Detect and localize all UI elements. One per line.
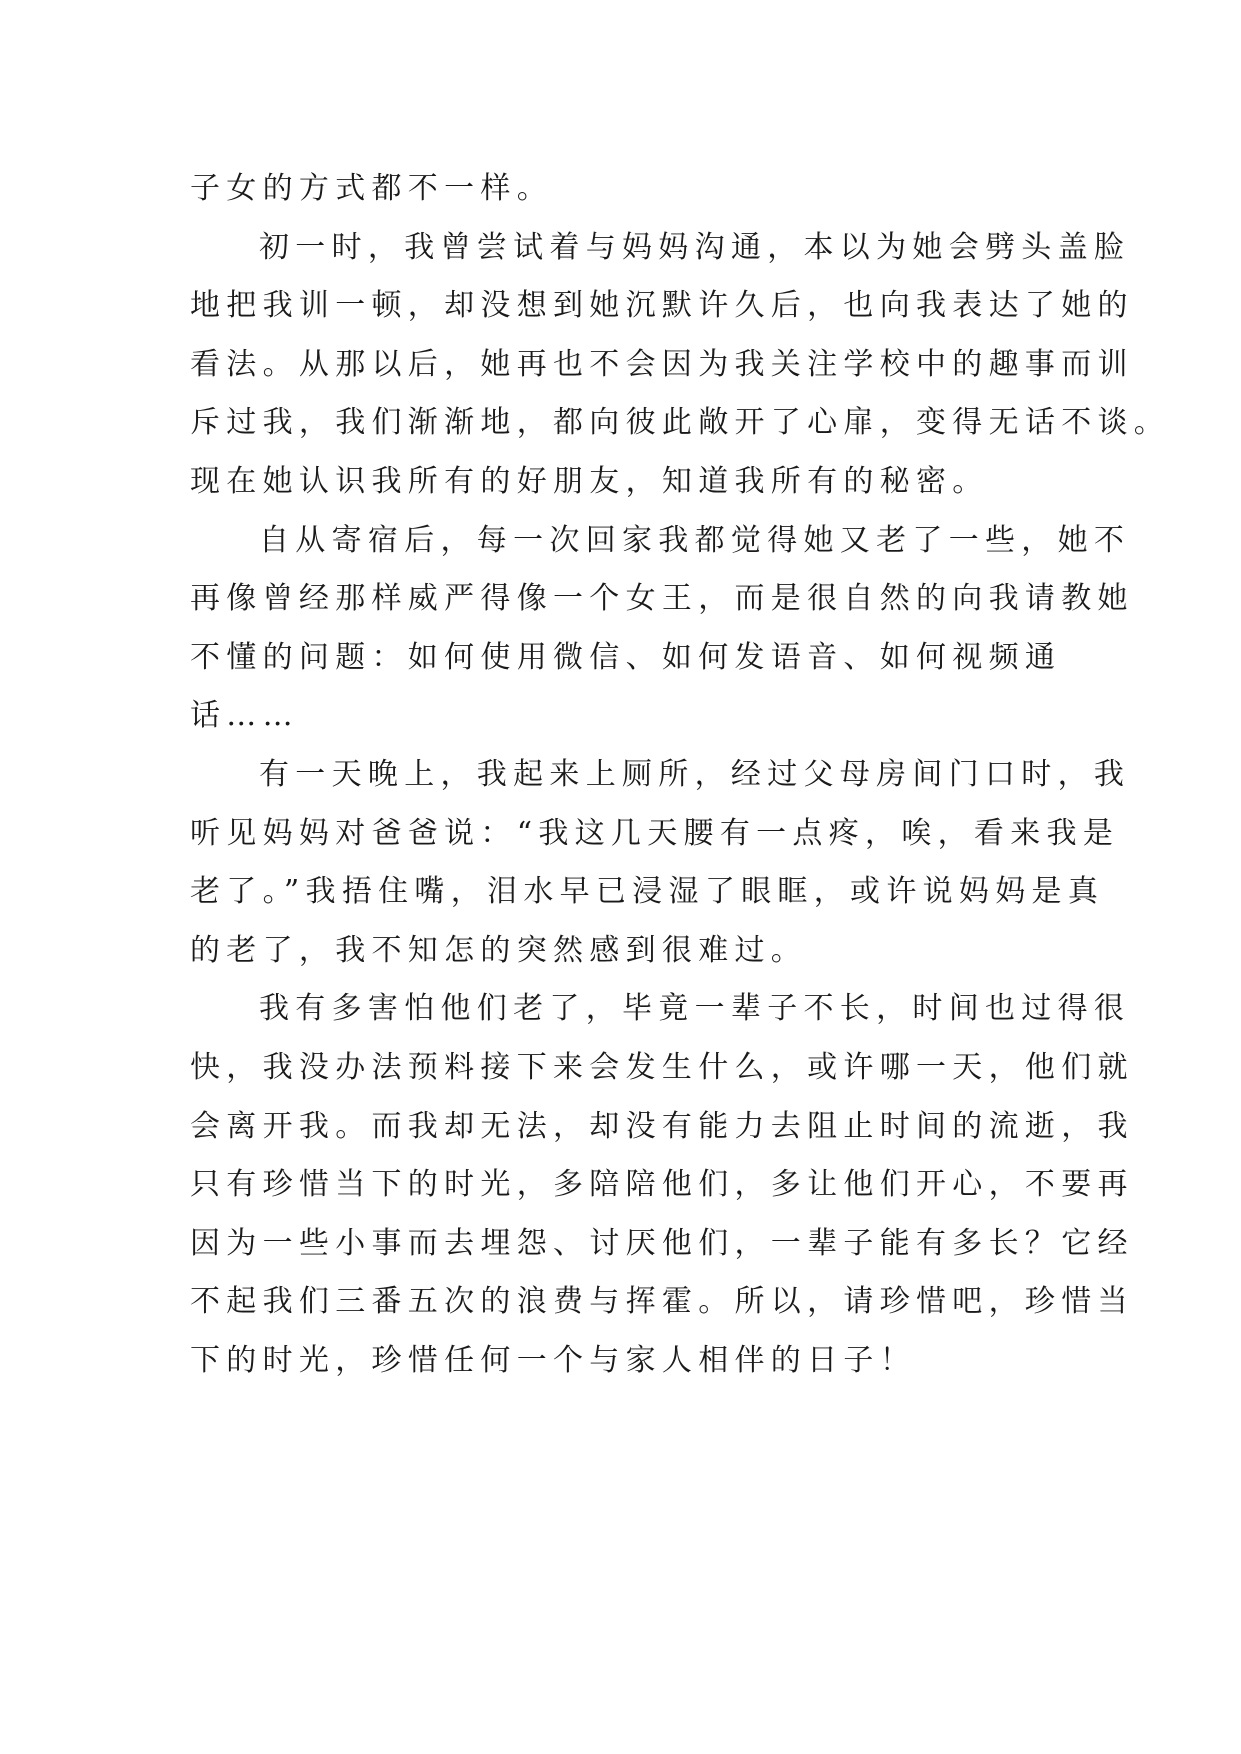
text-line: 不懂的问题：如何使用微信、如何发语音、如何视频通 bbox=[190, 639, 1062, 675]
text-line: 快，我没办法预料接下来会发生什么，或许哪一天，他们就 bbox=[190, 1049, 1134, 1085]
text-line: 初一时，我曾尝试着与妈妈沟通，本以为她会劈头盖脸 bbox=[259, 229, 1131, 265]
text-line: 听见妈妈对爸爸说：“我这几天腰有一点疼，唉，看来我是 bbox=[190, 815, 1120, 851]
text-line: 看法。从那以后，她再也不会因为我关注学校中的趣事而训 bbox=[190, 346, 1134, 382]
text-line: 下的时光，珍惜任何一个与家人相伴的日子！ bbox=[190, 1342, 916, 1378]
text-line: 有一天晚上，我起来上厕所，经过父母房间门口时，我 bbox=[259, 756, 1131, 792]
text-line: 不起我们三番五次的浪费与挥霍。所以，请珍惜吧，珍惜当 bbox=[190, 1284, 1134, 1320]
text-line: 斥过我，我们渐渐地，都向彼此敞开了心扉，变得无话不谈。 bbox=[190, 405, 1171, 441]
text-line: 话…… bbox=[190, 698, 299, 734]
text-line: 自从寄宿后，每一次回家我都觉得她又老了一些，她不 bbox=[259, 522, 1131, 558]
text-line: 再像曾经那样威严得像一个女王，而是很自然的向我请教她 bbox=[190, 581, 1134, 617]
text-line: 因为一些小事而去埋怨、讨厌他们，一辈子能有多长？它经 bbox=[190, 1225, 1134, 1261]
text-line: 会离开我。而我却无法，却没有能力去阻止时间的流逝，我 bbox=[190, 1108, 1134, 1144]
text-line: 我有多害怕他们老了，毕竟一辈子不长，时间也过得很 bbox=[259, 991, 1131, 1027]
text-line: 地把我训一顿，却没想到她沉默许久后，也向我表达了她的 bbox=[190, 288, 1134, 324]
text-line: 现在她认识我所有的好朋友，知道我所有的秘密。 bbox=[190, 463, 989, 499]
text-line: 老了。”我捂住嘴，泪水早已浸湿了眼眶，或许说妈妈是真 bbox=[190, 874, 1105, 910]
text-line: 的老了，我不知怎的突然感到很难过。 bbox=[190, 932, 808, 968]
essay-body bbox=[190, 160, 1171, 1390]
text-line: 子女的方式都不一样。 bbox=[190, 171, 553, 206]
text-line: 只有珍惜当下的时光，多陪陪他们，多让他们开心，不要再 bbox=[190, 1167, 1134, 1203]
